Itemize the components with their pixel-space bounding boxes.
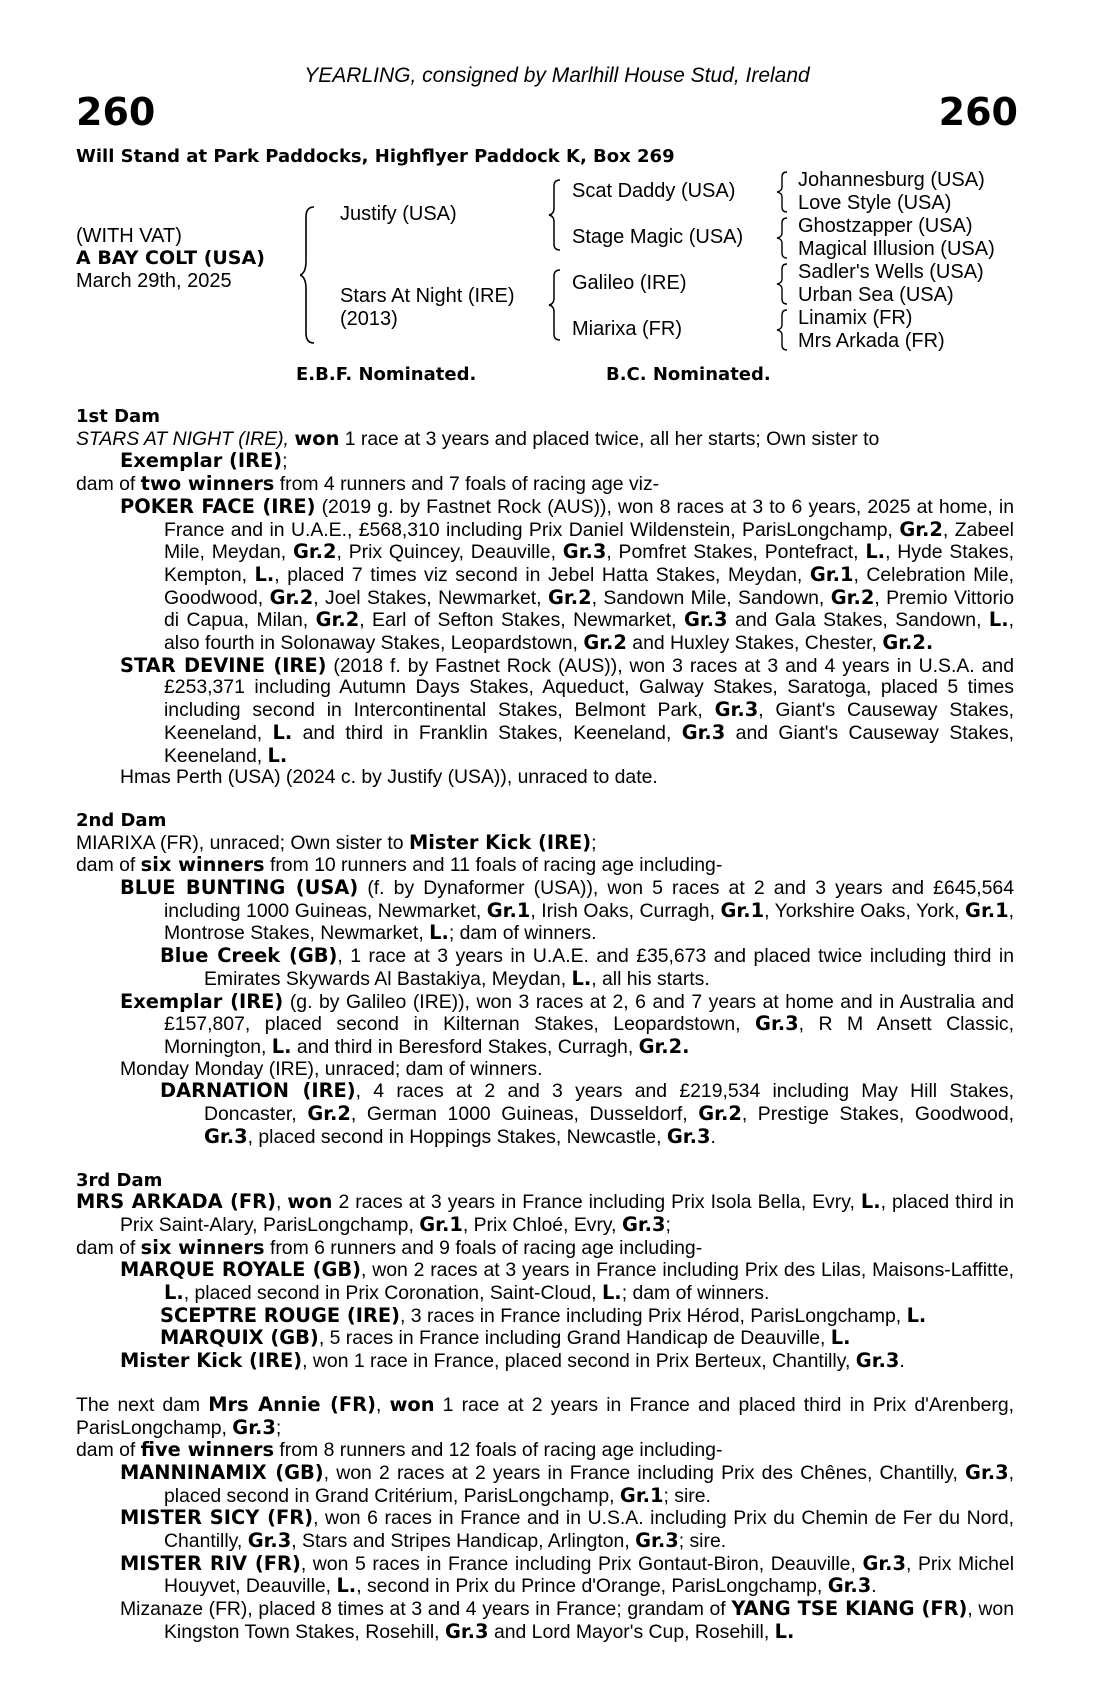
list-item: MANNINAMIX (GB), won 2 races at 2 years in France including Prix des Chênes, Chantilly, Gr.3, placed second in Grand Critérium, ParisLongchamp, Gr.1; sire. [120,1460,1015,1507]
nextdam-summary: The next dam Mrs Annie (FR), won 1 race at 2 years in France and placed third in Prix d'Arenberg, ParisLongchamp, Gr.3; [76,1392,1015,1439]
dd-dam: Mrs Arkada (FR) [798,330,945,352]
section-heading-2nd-dam: 2nd Dam [76,809,167,831]
horse-dob: March 29th, 2025 [76,270,232,292]
dam-dam: Miarixa (FR) [572,318,682,340]
brace-dd [776,308,790,352]
dam2-summary: MIARIXA (FR), unraced; Own sister to Mister Kick (IRE); [76,830,597,854]
ss-sire: Johannesburg (USA) [798,169,985,191]
list-item: STAR DEVINE (IRE) (2018 f. by Fastnet Rock (AUS)), won 3 races at 3 and 4 years in U.S.A. and £253,371 including Autumn Days Stakes, Aqueduct, Galway Stakes, Saratoga, placed 5 times including second in Intercontinental Stakes, Belmont Park, Gr.3, Giant's Causeway Stakes, Keeneland, L. and third in Franklin Stakes, Keeneland, Gr.3 and Giant's Causeway Stakes, Keeneland, L. [120,653,1015,767]
section-heading-3rd-dam: 3rd Dam [76,1169,163,1191]
catalogue-body [76,406,1014,1644]
list-item: MISTER RIV (FR), won 5 races in France including Prix Gontaut-Biron, Deauville, Gr.3, Prix Michel Houyvet, Deauville, L., second in Prix du Prince d'Orange, ParisLongchamp, Gr.3. [120,1551,1015,1598]
list-item: Hmas Perth (USA) (2024 c. by Justify (USA)), unraced to date. [120,766,658,789]
list-item: BLUE BUNTING (USA) (f. by Dynaformer (USA)), won 5 races at 2 and 3 years and £645,564 including 1000 Guineas, Newmarket, Gr.1, Irish Oaks, Curragh, Gr.1, Yorkshire Oaks, York, Gr.1, Montrose Stakes, Newmarket, L.; dam of winners. [120,876,1015,945]
sd-dam: Magical Illusion (USA) [798,238,995,260]
ds-dam: Urban Sea (USA) [798,284,954,306]
ss-dam: Love Style (USA) [798,192,952,214]
list-item: POKER FACE (IRE) (2019 g. by Fastnet Rock (AUS)), won 8 races at 3 to 6 years, 2025 at home, in France and in U.A.E., £568,310 including Prix Daniel Wildenstein, ParisLongchamp, Gr.2, Zabeel Mile, Meydan, Gr.2, Prix Quincey, Deauville, Gr.3, Pomfret Stakes, Pontefract, L., Hyde Stakes, Kempton, L., placed 7 times viz second in Jebel Hatta Stakes, Meydan, Gr.1, Celebration Mile, Goodwood, Gr.2, Joel Stakes, Newmarket, Gr.2, Sandown Mile, Sandown, Gr.2, Premio Vittorio di Capua, Milan, Gr.2, Earl of Sefton Stakes, Newmarket, Gr.3 and Gala Stakes, Sandown, L., also fourth in Solonaway Stakes, Leopardstown, Gr.2 and Huxley Stakes, Chester, Gr.2. [120,494,1015,655]
ebf-nomination: E.B.F. Nominated. [296,364,477,385]
list-item: Exemplar (IRE) (g. by Galileo (IRE)), won 3 races at 2, 6 and 7 years at home and in Australia and £157,807, placed second in Kilternan Stakes, Leopardstown, Gr.3, R M Ansett Classic, Mornington, L. and third in Beresford Stakes, Curragh, Gr.2. [120,989,1015,1058]
vat-note: (WITH VAT) [76,225,182,247]
dam3-produce: dam of six winners from 6 runners and 9 foals of racing age including- [76,1235,703,1259]
dam2-produce: dam of six winners from 10 runners and 11 foals of racing age including- [76,853,723,877]
dam3-summary: MRS ARKADA (FR), won 2 races at 3 years in France including Prix Isola Bella, Evry, L., placed third in Prix Saint-Alary, ParisLongchamp, Gr.1, Prix Chloé, Evry, Gr.3; [76,1190,1015,1236]
horse-name: A BAY COLT (USA) [76,247,265,269]
list-item: Monday Monday (IRE), unraced; dam of winners. [120,1057,543,1080]
sire-sire: Scat Daddy (USA) [572,180,736,202]
dd-sire: Linamix (FR) [798,307,913,329]
brace-sd [776,216,790,260]
dam-brace [548,268,564,342]
list-item: Mizanaze (FR), placed 8 times at 3 and 4 years in France; grandam of YANG TSE KIANG (FR), won Kingston Town Stakes, Rosehill, Gr.3 and Lord Mayor's Cup, Rosehill, L. [120,1597,1014,1643]
list-item: DARNATION (IRE), 4 races at 2 and 3 years and £219,534 including May Hill Stakes, Doncaster, Gr.2, German 1000 Guineas, Dusseldorf, Gr.2, Prestige Stakes, Goodwood, Gr.3, placed second in Hoppings Stakes, Newcastle, Gr.3. [160,1079,1015,1148]
list-item: Mister Kick (IRE), won 1 race in France, placed second in Prix Berteux, Chantilly, Gr.3. [120,1349,905,1373]
bc-nomination: B.C. Nominated. [606,364,771,385]
dam1-summary: STARS AT NIGHT (IRE), won 1 race at 3 years and placed twice, all her starts; Own sister to Exemplar (IRE); [76,426,880,473]
dam1-produce: dam of two winners from 4 runners and 7 foals of racing age viz- [76,472,660,496]
list-item: MARQUIX (GB), 5 races in France including Grand Handicap de Deauville, L. [160,1326,851,1350]
nextdam-produce: dam of five winners from 8 runners and 12 foals of racing age including- [76,1438,723,1462]
lot-number-left: 260 [76,90,156,134]
sd-sire: Ghostzapper (USA) [798,215,973,237]
sale-header: YEARLING, consigned by Marlhill House Stud, Ireland [304,64,810,87]
list-item: Blue Creek (GB), 1 race at 3 years in U.A.E. and £35,673 and placed twice including third in Emirates Skywards Al Bastakiya, Meydan, L., all his starts. [160,944,1014,990]
section-heading-1st-dam: 1st Dam [76,406,160,427]
list-item: SCEPTRE ROUGE (IRE), 3 races in France including Prix Hérod, ParisLongchamp, L. [160,1303,927,1327]
brace-ss [776,170,790,214]
lot-number-right: 260 [938,90,1018,134]
dam-year: (2013) [340,308,398,330]
ds-sire: Sadler's Wells (USA) [798,261,984,283]
sire: Justify (USA) [340,203,457,225]
list-item: MARQUE ROYALE (GB), won 2 races at 3 years in France including Prix des Lilas, Maisons-Laffitte, L., placed second in Prix Coronation, Saint-Cloud, L.; dam of winners. [120,1258,1014,1305]
list-item: MISTER SICY (FR), won 6 races in France and in U.S.A. including Prix du Chemin de Fer du Nord, Chantilly, Gr.3, Stars and Stripes Handicap, Arlington, Gr.3; sire. [120,1506,1014,1553]
dam: Stars At Night (IRE) [340,285,515,307]
sire-dam: Stage Magic (USA) [572,226,744,248]
sire-brace [548,178,564,252]
dam-sire: Galileo (IRE) [572,272,687,294]
brace-ds [776,262,790,306]
stand-location: Will Stand at Park Paddocks, Highflyer Paddock K, Box 269 [76,146,675,167]
pedigree-brace-main [300,205,324,345]
